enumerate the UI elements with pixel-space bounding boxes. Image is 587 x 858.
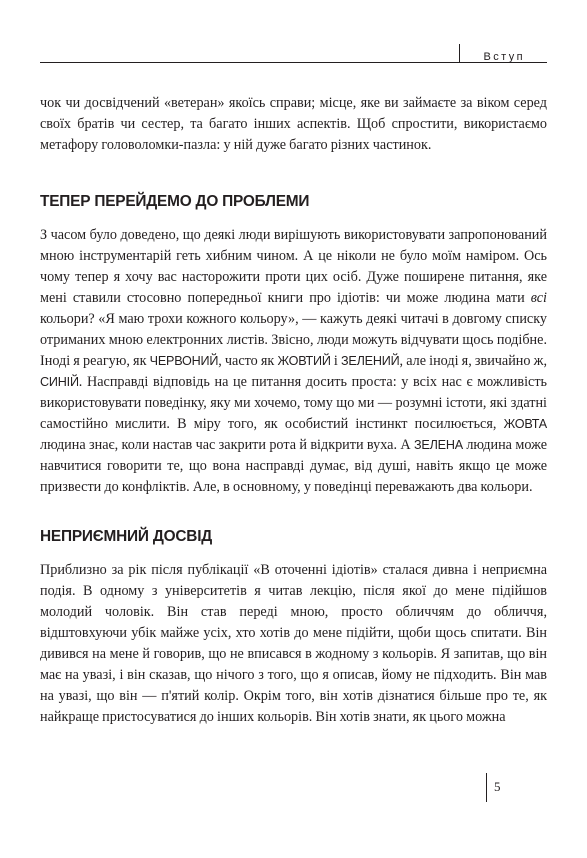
header-rule — [40, 62, 547, 63]
header-vertical-rule — [459, 44, 460, 63]
text-run: людина знає, коли настав час закрити рота й відкрити вуха. А — [40, 437, 414, 453]
section-heading-problem: ТЕПЕР ПЕРЕЙДЕМО ДО ПРОБЛЕМИ — [40, 193, 310, 210]
color-term-yellow: ЖОВТИЙ — [277, 354, 331, 368]
page-number: 5 — [494, 779, 501, 794]
color-term-red: ЧЕРВОНИЙ — [149, 354, 219, 368]
paragraph-experience: Приблизно за рік після публікації «В оточенні ідіотів» сталася дивна і неприємна подія. В одному з університетів я читав лекцію, після якої до мене підійшов молодий чоловік. Він став переді мною, просто обличчям до обличчя, відштовхуючи убік майже усіх, хто хотів до мене підійти, щоби щось спитати. Він дивився на мене й говорив, що не вписався в жодному з кольорів. Я запитав, що він має на увазі, і він сказав, що нічого з того, що я описав, йому не підходить. Він мав на увазі, що він — п'ятий колір. Окрім того, він хотів дізнатися більше про те, як найкраще пристосуватися до інших кольорів. Він хотів знати, як цього можна — [40, 562, 547, 725]
section-heading-unpleasant-experience: НЕПРИЄМНИЙ ДОСВІД — [40, 528, 213, 545]
color-term-green: ЗЕЛЕНИЙ — [341, 354, 400, 368]
emphasis-all: всі — [530, 290, 547, 306]
text-run: З часом було доведено, що деякі люди вирішують використовувати запропонований мною інструментарій геть хибним чином. А це ніколи не було моїм наміром. Ось чому тепер я хочу вас насторожити проти цих осіб. Дуже поширене питання, яке мені ставили стосовно попередньої книги про ідіотів: чи може людина мати — [40, 227, 547, 306]
paragraph-continuation: чок чи досвідчений «ветеран» якоїсь справи; місце, яке ви займаєте за віком серед своїх братів чи сестер, та багато інших аспектів. Щоб спростити, використаємо метафору головоломки-пазла: у ній дуже багато різних частинок. — [40, 95, 547, 153]
page-content — [40, 93, 547, 728]
running-head: Вступ — [483, 51, 525, 63]
text-run: . Насправді відповідь на це питання досить проста: у всіх нас є можливість використовувати поведінку, яку ми хочемо, тому що ми — розумні істоти, які здатні самостійно мислити. В міру того, як особистий інстинкт посилюється, — [40, 374, 547, 432]
folio-rule — [486, 773, 487, 802]
text-run: і — [330, 353, 342, 369]
color-term-green-fem: ЗЕЛЕНА — [413, 438, 463, 452]
color-term-yellow-fem: ЖОВТА — [503, 417, 547, 431]
color-term-blue: СИНІЙ — [40, 375, 79, 389]
text-run: кольори? «Я маю трохи кожного кольору», — кажуть деякі читачі в довгому списку отриманих мною електронних листів. Звісно, люди можуть відчувати щось подібне. Іноді я реагую, як — [40, 311, 547, 369]
text-run: людина може навчитися говорити те, що вона насправді думає, від душі, навіть якщо це може призвести до конфліктів. Але, в основному, у поведінці переважають два кольори. — [40, 437, 547, 495]
paragraph-problem — [40, 225, 547, 498]
text-run: , часто як — [218, 353, 278, 369]
text-run: , але іноді я, звичайно ж, — [399, 353, 547, 369]
